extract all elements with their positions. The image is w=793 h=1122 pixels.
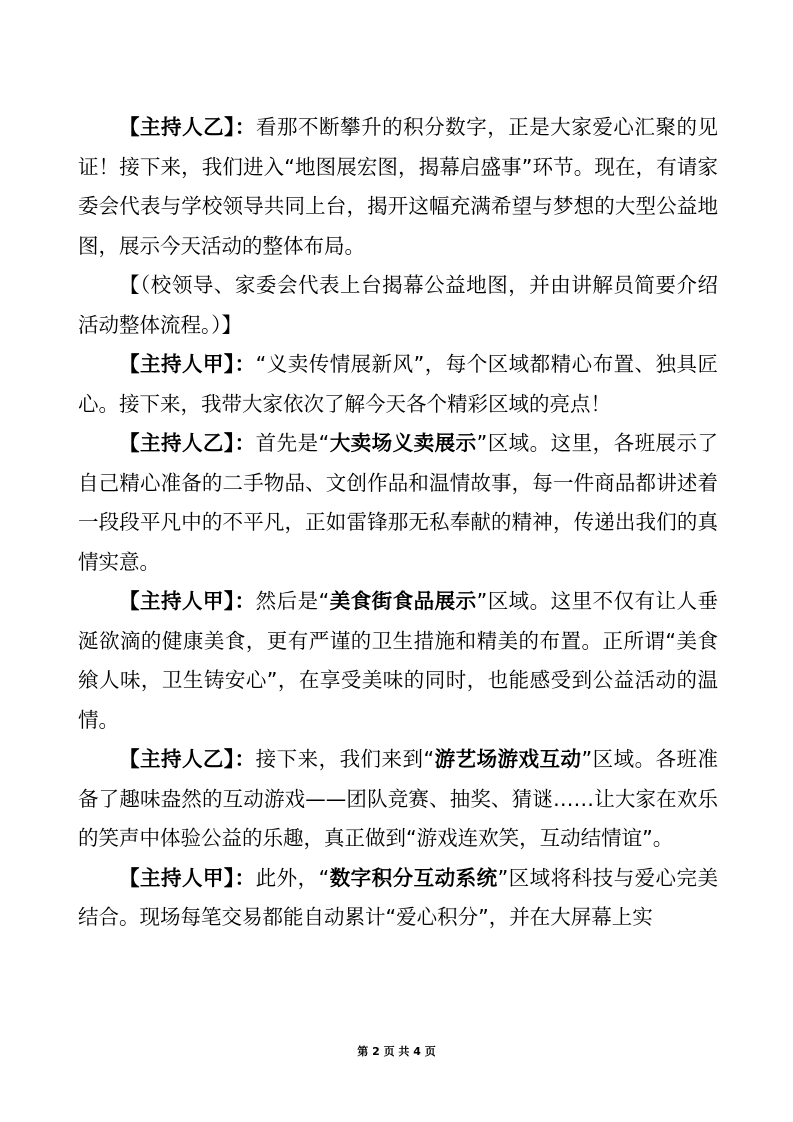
paragraph-text: ”区域。这里不仅有让人垂涎欲滴的健康美食，更有严谨的卫生措施和精美的布置。正所谓“美食飨人味，卫生铸安心”，在享受美味的同时，也能感受到公益活动的温情。 xyxy=(78,589,719,732)
paragraph xyxy=(78,108,718,266)
highlighted-area-name: 游艺场游戏互动 xyxy=(434,747,582,771)
paragraph xyxy=(78,345,718,424)
paragraph-text: ”区域。各班准备了趣味盎然的互动游戏——团队竞赛、抽奖、猜谜……让大家在欢乐的笑声中体验公益的乐趣，真正做到“游戏连欢笑，互动结情谊”。 xyxy=(78,747,719,850)
paragraph-text: 接下来，我们来到“ xyxy=(255,747,435,771)
highlighted-area-name: 美食街食品展示 xyxy=(329,589,477,613)
paragraph-text: 此外，“ xyxy=(255,865,330,890)
speaker-label: 【主持人乙】： xyxy=(119,747,256,771)
paragraph xyxy=(78,740,718,859)
highlighted-area-name: 大卖场义卖展示 xyxy=(329,431,477,455)
paragraph-text: ”区域将科技与爱心完美结合。现场每笔交易都能自动累计“爱心积分”，并在大屏幕上实 xyxy=(78,865,719,929)
paragraph-text: 然后是“ xyxy=(255,589,330,613)
paragraph xyxy=(78,582,718,740)
speaker-label: 【主持人甲】： xyxy=(119,589,256,613)
paragraph-text: “义卖传情展新风”，每个区域都精心布置、独具匠心。接下来，我带大家依次了解今天各个精彩区域的亮点！ xyxy=(78,352,719,416)
paragraph xyxy=(78,859,718,938)
paragraph-text: 看那不断攀升的积分数字，正是大家爱心汇聚的见证！接下来，我们进入“地图展宏图，揭幕启盛事”环节。现在，有请家委会代表与学校领导共同上台，揭开这幅充满希望与梦想的大型公益地图，展示今天活动的整体布局。 xyxy=(78,115,718,258)
paragraph-text: ”区域。这里，各班展示了自己精心准备的二手物品、文创作品和温情故事，每一件商品都讲述着一段段平凡中的不平凡，正如雷锋那无私奉献的精神，传递出我们的真情实意。 xyxy=(78,431,719,574)
document-body xyxy=(78,108,718,938)
paragraph-text: 首先是“ xyxy=(255,431,330,455)
paragraph xyxy=(78,424,718,582)
paragraph-text: 【（校领导、家委会代表上台揭幕公益地图，并由讲解员简要介绍活动整体流程。）】 xyxy=(78,273,718,337)
speaker-label: 【主持人甲】： xyxy=(119,865,256,890)
page-footer: 第 2 页 共 4 页 xyxy=(357,1045,436,1058)
speaker-label: 【主持人甲】： xyxy=(119,352,256,376)
speaker-label: 【主持人乙】： xyxy=(119,115,256,139)
highlighted-area-name: 数字积分互动系统 xyxy=(329,865,498,890)
speaker-label: 【主持人乙】： xyxy=(119,431,256,455)
paragraph xyxy=(78,266,718,345)
